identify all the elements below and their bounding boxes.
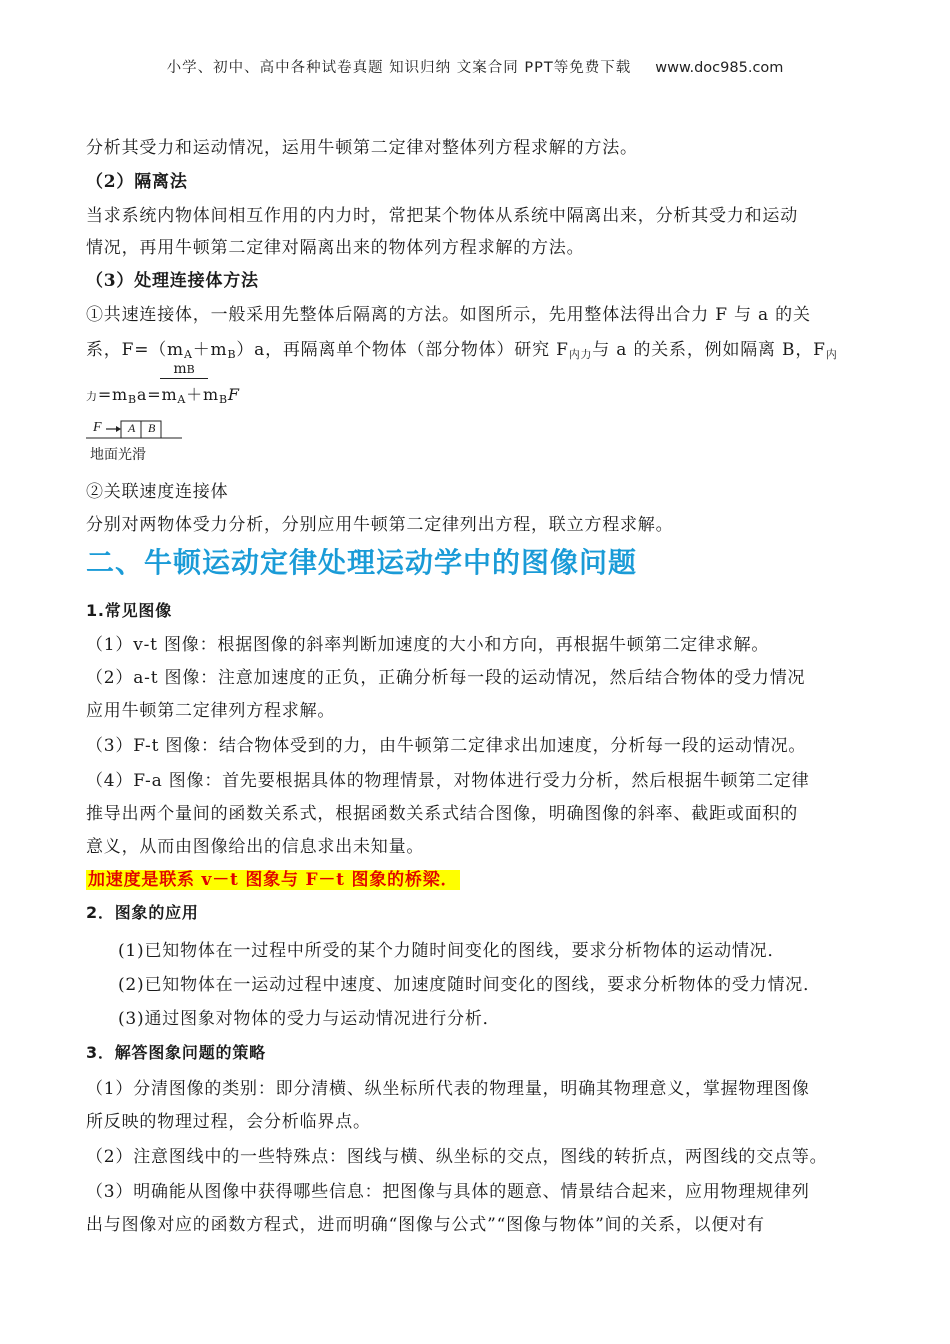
list-item: 意义，从而由图像给出的信息求出未知量。 [86,837,425,857]
header-url[interactable]: www.doc985.com [655,60,784,76]
paragraph: 情况，再用牛顿第二定律对隔离出来的物体列方程求解的方法。 [86,238,585,258]
list-item: (3)通过图象对物体的受力与运动情况进行分析． [118,1009,501,1029]
fraction-numerator: mB [160,361,208,379]
diagram-caption: 地面光滑 [90,447,146,463]
list-item: （1）分清图像的类别：即分清横、纵坐标所代表的物理量，明确其物理意义，掌握物理图像 [86,1079,810,1099]
list-item: （2）注意图线中的一些特殊点：图线与横、纵坐标的交点，图线的转折点，两图线的交点等。 [86,1147,828,1167]
list-item: 应用牛顿第二定律列方程求解。 [86,701,336,721]
list-item: （3）明确能从图像中获得哪些信息：把图像与具体的题意、情景结合起来，应用物理规律列 [86,1182,810,1202]
list-item: 出与图像对应的函数方程式，进而明确“图像与公式”“图像与物体”间的关系，以便对有 [86,1215,765,1235]
subsection-title: 1.常见图像 [86,601,173,620]
paragraph: 分析其受力和运动情况，运用牛顿第二定律对整体列方程求解的方法。 [86,138,638,158]
block-b-label: B [148,421,156,435]
list-item: （3）F-t 图像：结合物体受到的力，由牛顿第二定律求出加速度，分析每一段的运动情况。 [86,736,807,756]
force-label: F [93,420,102,435]
subsection-title: 3．解答图象问题的策略 [86,1043,266,1062]
header-text: 小学、初中、高中各种试卷真题 知识归纳 文案合同 PPT等免费下载 [166,60,632,76]
list-item: 推导出两个量间的函数关系式，根据函数关系式结合图像，明确图像的斜率、截距或面积的 [86,804,798,824]
paragraph: 分别对两物体受力分析，分别应用牛顿第二定律列出方程，联立方程求解。 [86,515,674,535]
list-item: (1)已知物体在一过程中所受的某个力随时间变化的图线，要求分析物体的运动情况． [118,941,786,961]
block-a-label: A [128,421,136,435]
list-item: （4）F-a 图像：首先要根据具体的物理情景，对物体进行受力分析，然后根据牛顿第二定律 [86,771,810,791]
list-item: (2)已知物体在一运动过程中速度、加速度随时间变化的图线，要求分析物体的受力情况． [118,975,821,995]
highlight-text: 加速度是联系 v－t 图象与 F－t 图象的桥梁． [88,870,459,890]
heading-connected-body-method: （3）处理连接体方法 [86,271,259,291]
paragraph: ①共速连接体，一般采用先整体后隔离的方法。如图所示，先用整体法得出合力 F 与 a 的关 [86,305,811,325]
blocks-figure [86,418,196,444]
paragraph: ②关联速度连接体 [86,482,229,502]
formula-line: 系，$F=(m_A+m_B)a$，再隔离单个物体（部分物体）研究 $F_{内力}$与 a 的关系，例如隔离 B，$F_内$ [86,340,838,361]
list-item: 所反映的物理过程，会分析临界点。 [86,1112,371,1132]
heading-isolation-method: （2）隔离法 [86,172,188,192]
highlight-note [86,865,460,890]
equation-line: 力$=m_Ba=m_A+m_BF$ [86,385,240,406]
paragraph: 当求系统内物体间相互作用的内力时，常把某个物体从系统中隔离出来，分析其受力和运动 [86,206,798,226]
list-item: （1）v-t 图像：根据图像的斜率判断加速度的大小和方向，再根据牛顿第二定律求解。 [86,635,770,655]
subsection-title: 2．图象的应用 [86,903,199,922]
list-item: （2）a-t 图像：注意加速度的正负，正确分析每一段的运动情况，然后结合物体的受力情况 [86,668,806,688]
connected-blocks-diagram [86,418,196,464]
section-title: 二、牛顿运动定律处理运动学中的图像问题 [86,546,638,579]
arrow-head-icon [116,426,121,432]
page-header [0,56,950,77]
